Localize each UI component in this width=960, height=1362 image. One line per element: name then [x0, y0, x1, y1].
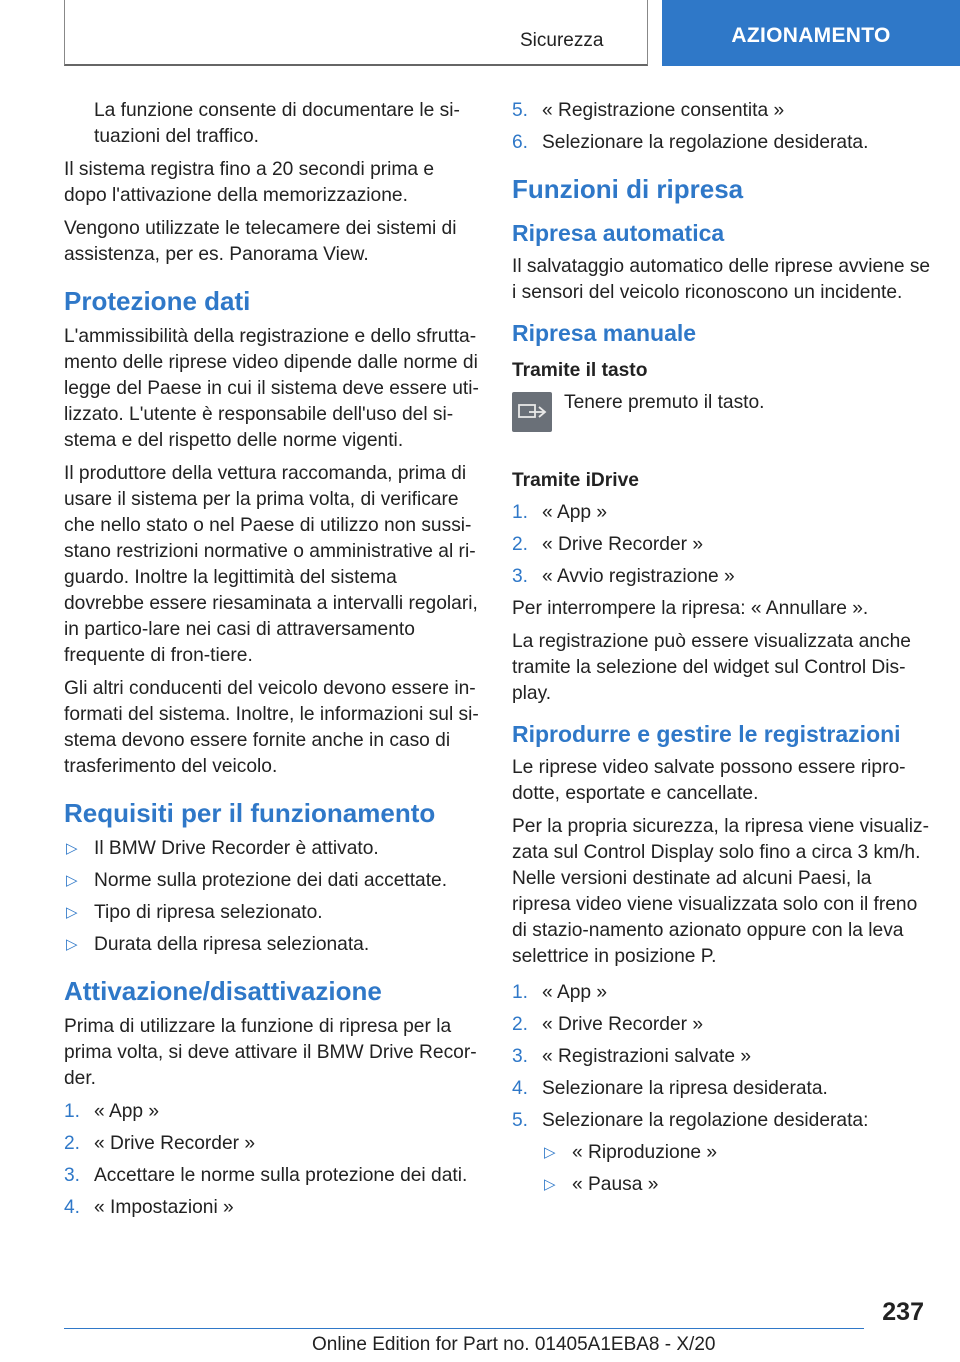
list-item: 2. « Drive Recorder » — [64, 1133, 256, 1154]
heading-ripresa-automatica: Ripresa automatica — [512, 220, 725, 246]
list-item: 2. « Drive Recorder » — [512, 534, 704, 555]
paragraph: Il produttore della vettura raccomanda, prima di usare il sistema per la prima volta, di verificare che nello stato o nel Paese di utilizzo non sussi-stano restrizioni normative o amministrative al ri-guardo. Inoltre la legittimità del sistema dovrebbe essere riesaminata a intervalli regolari, in partico-lare nei casi di attraversamento frequente di fron-tiere. — [64, 463, 478, 666]
triangle-bullet-icon: ▷ — [544, 1176, 556, 1193]
triangle-bullet-icon: ▷ — [544, 1144, 556, 1161]
list-item: 1. « App » — [512, 982, 608, 1003]
list-item: 5. « Registrazione consentita » — [512, 100, 785, 121]
button-instruction — [512, 390, 932, 458]
paragraph: Vengono utilizzate le telecamere dei sistemi di assistenza, per es. Panorama View. — [64, 218, 457, 265]
list-item: 4. « Impostazioni » — [64, 1197, 234, 1218]
list-item: ▷ Il BMW Drive Recorder è attivato. — [64, 836, 482, 862]
list-item: 4. Selezionare la ripresa desiderata. — [512, 1078, 828, 1099]
list-item: ▷ « Pausa » — [542, 1172, 932, 1198]
list-item: 6. Selezionare la regolazione desiderata. — [512, 132, 869, 153]
header-section-tab[interactable]: Sicurezza — [520, 30, 604, 51]
triangle-bullet-icon: ▷ — [66, 936, 78, 953]
heading-ripresa-manuale: Ripresa manuale — [512, 320, 697, 346]
left-column — [64, 98, 482, 1227]
camera-button-icon — [512, 392, 552, 432]
list-item: 3. Accettare le norme sulla protezione dei dati. — [64, 1165, 468, 1186]
idrive-steps — [512, 500, 932, 590]
heading-riprodurre: Riprodurre e gestire le registrazioni — [512, 721, 901, 747]
page-number: 237 — [882, 1298, 924, 1326]
list-item: ▷ Tipo di ripresa selezionato. — [64, 900, 482, 926]
footer-divider — [64, 1328, 864, 1329]
paragraph: Il salvataggio automatico delle riprese avviene se i sensori del veicolo riconoscono un incidente. — [512, 256, 931, 303]
header-chapter-tab[interactable]: AZIONAMENTO — [662, 0, 960, 66]
heading-tramite-tasto: Tramite il tasto — [512, 360, 648, 381]
paragraph: Le riprese video salvate possono essere ripro-dotte, esportate e cancellate. — [512, 757, 906, 804]
paragraph: La registrazione può essere visualizzata anche tramite la selezione del widget sul Control Dis-play. — [512, 631, 911, 704]
list-item: ▷ « Riproduzione » — [542, 1140, 932, 1166]
activation-steps — [64, 1099, 482, 1221]
paragraph: Per interrompere la ripresa: « Annullare ». — [512, 598, 869, 619]
paragraph: La funzione consente di documentare le si-tuazioni del traffico. — [94, 100, 460, 147]
right-column — [512, 98, 932, 1204]
heading-funzioni-ripresa: Funzioni di ripresa — [512, 174, 744, 204]
list-item: ▷ Norme sulla protezione dei dati accettate. — [64, 868, 482, 894]
playback-steps — [512, 980, 932, 1134]
paragraph: Per la propria sicurezza, la ripresa viene visualiz-zata sul Control Display solo fino a circa 3 km/h. Nelle versioni destinate ad alcuni Paesi, la ripresa video viene visualizzata solo con il freno di stazio-namento azionato oppure con la leva selettrice in posizione P. — [512, 816, 929, 967]
paragraph: L'ammissibilità della registrazione e dello sfrutta-mento delle riprese video dipende dalle norme di legge del Paese in cui il sistema deve essere uti-lizzato. L'utente è responsabile dell'uso del si-stema e del rispetto delle norme vigenti. — [64, 326, 479, 451]
paragraph: Il sistema registra fino a 20 secondi prima e dopo l'attivazione della memorizzazione. — [64, 159, 435, 206]
list-item: 3. « Avvio registrazione » — [512, 566, 735, 587]
triangle-bullet-icon: ▷ — [66, 904, 78, 921]
edition-footer: Online Edition for Part no. 01405A1EBA8 - X/20 — [312, 1334, 716, 1355]
activation-steps-continued — [512, 98, 932, 156]
list-item: 1. « App » — [512, 502, 608, 523]
list-item: 2. « Drive Recorder » — [512, 1014, 704, 1035]
paragraph: Prima di utilizzare la funzione di ripresa per la prima volta, si deve attivare il BMW Drive Recor-der. — [64, 1016, 477, 1089]
heading-protezione-dati: Protezione dati — [64, 286, 251, 316]
playback-sub-list — [542, 1140, 932, 1198]
requirements-list — [64, 836, 482, 958]
triangle-bullet-icon: ▷ — [66, 840, 78, 857]
list-item: 1. « App » — [64, 1101, 160, 1122]
triangle-bullet-icon: ▷ — [66, 872, 78, 889]
list-item: ▷ Durata della ripresa selezionata. — [64, 932, 482, 958]
list-item: 5. Selezionare la regolazione desiderata: — [512, 1110, 869, 1131]
heading-requisiti: Requisiti per il funzionamento — [64, 798, 436, 828]
paragraph: Tenere premuto il tasto. — [564, 392, 765, 413]
heading-tramite-idrive: Tramite iDrive — [512, 470, 639, 491]
heading-attivazione: Attivazione/disattivazione — [64, 976, 382, 1006]
list-item: 3. « Registrazioni salvate » — [512, 1046, 752, 1067]
paragraph: Gli altri conducenti del veicolo devono essere in-formati del sistema. Inoltre, le informazioni sul si-stema devono essere fornite anche in caso di trasferimento del veicolo. — [64, 678, 479, 777]
